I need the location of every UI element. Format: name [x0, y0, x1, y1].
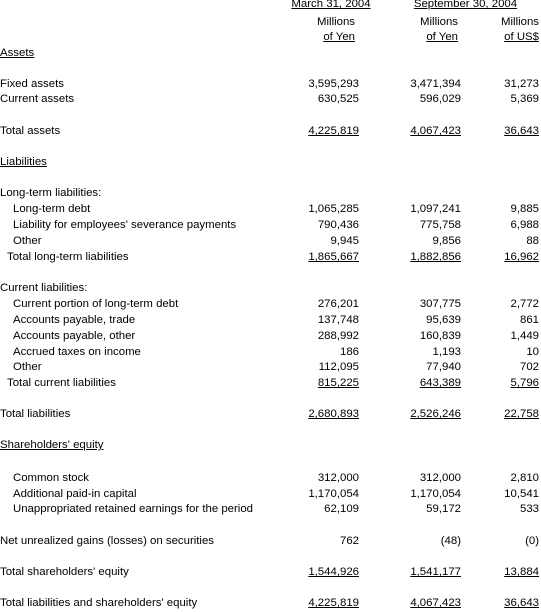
- value-september-2004-usd: 861: [519, 314, 539, 326]
- value-march-2004: 1,065,285: [308, 203, 359, 215]
- row-label: Assets: [0, 47, 35, 59]
- table-row-total: [0, 596, 541, 610]
- row-label: Current assets: [0, 93, 75, 105]
- row-label: Current portion of long-term debt: [13, 298, 179, 310]
- value-september-2004-usd: 2,810: [510, 472, 539, 484]
- table-row: [0, 487, 541, 501]
- value-september-2004-usd: 5,369: [510, 93, 539, 105]
- value-september-2004-yen: 4,067,423: [410, 125, 461, 137]
- table-row-total: [0, 407, 541, 421]
- value-september-2004-yen: 4,067,423: [410, 597, 461, 609]
- value-september-2004-usd: 31,273: [504, 78, 539, 90]
- table-row: [0, 92, 541, 106]
- value-september-2004-yen: 1,097,241: [410, 203, 461, 215]
- value-september-2004-yen: 59,172: [426, 503, 461, 515]
- row-label: Current liabilities:: [0, 282, 88, 294]
- value-september-2004-yen: 307,775: [419, 298, 461, 310]
- value-september-2004-usd: 702: [519, 361, 539, 373]
- row-label: Additional paid-in capital: [13, 488, 137, 500]
- row-label: Liability for employees' severance payments: [13, 219, 237, 231]
- value-march-2004: 186: [339, 346, 359, 358]
- value-september-2004-yen: 643,389: [419, 377, 461, 389]
- value-march-2004: 2,680,893: [308, 408, 359, 420]
- table-row-total: [0, 376, 541, 390]
- value-september-2004-yen: 160,839: [419, 330, 461, 342]
- value-march-2004: 1,544,926: [308, 566, 359, 578]
- value-september-2004-yen: 775,758: [419, 219, 461, 231]
- subsection-heading: [0, 186, 541, 200]
- value-september-2004-usd: 1,449: [510, 330, 539, 342]
- row-label: Fixed assets: [0, 78, 64, 90]
- value-march-2004: 276,201: [317, 298, 359, 310]
- value-september-2004-usd: 9,885: [510, 203, 539, 215]
- value-september-2004-usd: 10,541: [504, 488, 539, 500]
- value-september-2004-yen: 77,940: [426, 361, 461, 373]
- value-september-2004-usd: 6,988: [510, 219, 539, 231]
- value-september-2004-usd: 36,643: [504, 125, 539, 137]
- value-september-2004-usd: 2,772: [510, 298, 539, 310]
- value-september-2004-usd: 13,884: [504, 566, 539, 578]
- value-september-2004-yen: (48): [440, 535, 461, 547]
- row-label: Total liabilities and shareholders' equity: [0, 597, 198, 609]
- value-september-2004-yen: 1,882,856: [410, 251, 461, 263]
- header-col3-unit-line1: Millions: [501, 16, 539, 28]
- row-label: Accrued taxes on income: [13, 346, 141, 358]
- row-label: Total assets: [0, 125, 61, 137]
- row-label: Other: [13, 361, 42, 373]
- value-september-2004-yen: 1,170,054: [410, 488, 461, 500]
- row-label: Long-term debt: [13, 203, 91, 215]
- value-march-2004: 288,992: [317, 330, 359, 342]
- row-label: Total liabilities: [0, 408, 71, 420]
- value-september-2004-yen: 3,471,394: [410, 78, 461, 90]
- value-september-2004-usd: 5,796: [510, 377, 539, 389]
- value-september-2004-yen: 596,029: [419, 93, 461, 105]
- header-col2-unit-line1: Millions: [420, 16, 458, 28]
- value-september-2004-yen: 95,639: [426, 314, 461, 326]
- value-september-2004-usd: 36,643: [504, 597, 539, 609]
- section-heading-assets: [0, 46, 541, 60]
- row-label: Total shareholders' equity: [0, 566, 129, 578]
- value-september-2004-usd: 88: [526, 235, 539, 247]
- section-heading-liabilities: [0, 155, 541, 169]
- table-row-total: [0, 250, 541, 264]
- value-september-2004-usd: (0): [525, 535, 539, 547]
- row-label: Unappropriated retained earnings for the period: [13, 503, 253, 515]
- value-march-2004: 790,436: [317, 219, 359, 231]
- table-row-total: [0, 565, 541, 579]
- row-label: Accounts payable, other: [13, 330, 136, 342]
- value-september-2004-usd: 22,758: [504, 408, 539, 420]
- table-row: [0, 218, 541, 232]
- value-september-2004-yen: 2,526,246: [410, 408, 461, 420]
- table-row: [0, 297, 541, 311]
- row-label: Other: [13, 235, 42, 247]
- value-march-2004: 312,000: [317, 472, 359, 484]
- section-heading-shareholders-equity: [0, 438, 541, 452]
- value-march-2004: 815,225: [317, 377, 359, 389]
- table-row: [0, 345, 541, 359]
- table-row-total: [0, 124, 541, 138]
- header-date-september-2004: September 30, 2004: [413, 0, 518, 10]
- table-row: [0, 77, 541, 91]
- table-row: [0, 329, 541, 343]
- value-march-2004: 137,748: [317, 314, 359, 326]
- header-date-march-2004: March 31, 2004: [291, 0, 371, 10]
- table-row: [0, 471, 541, 485]
- header-col3-unit-line2: of US$: [504, 31, 539, 43]
- value-march-2004: 62,109: [324, 503, 359, 515]
- row-label: Net unrealized gains (losses) on securities: [0, 535, 214, 547]
- row-label: Liabilities: [0, 156, 47, 168]
- header-col1-unit-line2: of Yen: [323, 31, 355, 43]
- value-march-2004: 4,225,819: [308, 597, 359, 609]
- value-march-2004: 1,170,054: [308, 488, 359, 500]
- row-label: Accounts payable, trade: [13, 314, 136, 326]
- header-col1-unit-line1: Millions: [317, 16, 355, 28]
- value-september-2004-yen: 1,193: [432, 346, 461, 358]
- row-label: Shareholders' equity: [0, 439, 104, 451]
- value-march-2004: 112,095: [318, 361, 359, 373]
- value-september-2004-yen: 312,000: [419, 472, 461, 484]
- value-september-2004-yen: 1,541,177: [410, 566, 461, 578]
- row-label: Long-term liabilities:: [0, 187, 102, 199]
- table-row: [0, 313, 541, 327]
- row-label: Total current liabilities: [7, 377, 116, 389]
- table-row: [0, 202, 541, 216]
- value-september-2004-usd: 16,962: [504, 251, 539, 263]
- value-september-2004-yen: 9,856: [432, 235, 461, 247]
- value-march-2004: 1,865,667: [308, 251, 359, 263]
- value-september-2004-usd: 533: [519, 503, 539, 515]
- table-row: [0, 534, 541, 548]
- value-march-2004: 4,225,819: [308, 125, 359, 137]
- row-label: Total long-term liabilities: [7, 251, 129, 263]
- value-march-2004: 630,525: [317, 93, 359, 105]
- table-row: [0, 502, 541, 516]
- row-label: Common stock: [13, 472, 89, 484]
- value-march-2004: 3,595,293: [308, 78, 359, 90]
- header-col2-unit-line2: of Yen: [426, 31, 458, 43]
- table-row: [0, 234, 541, 248]
- value-march-2004: 9,945: [330, 235, 359, 247]
- subsection-heading: [0, 281, 541, 295]
- value-september-2004-usd: 10: [526, 346, 539, 358]
- value-march-2004: 762: [339, 535, 359, 547]
- table-row: [0, 360, 541, 374]
